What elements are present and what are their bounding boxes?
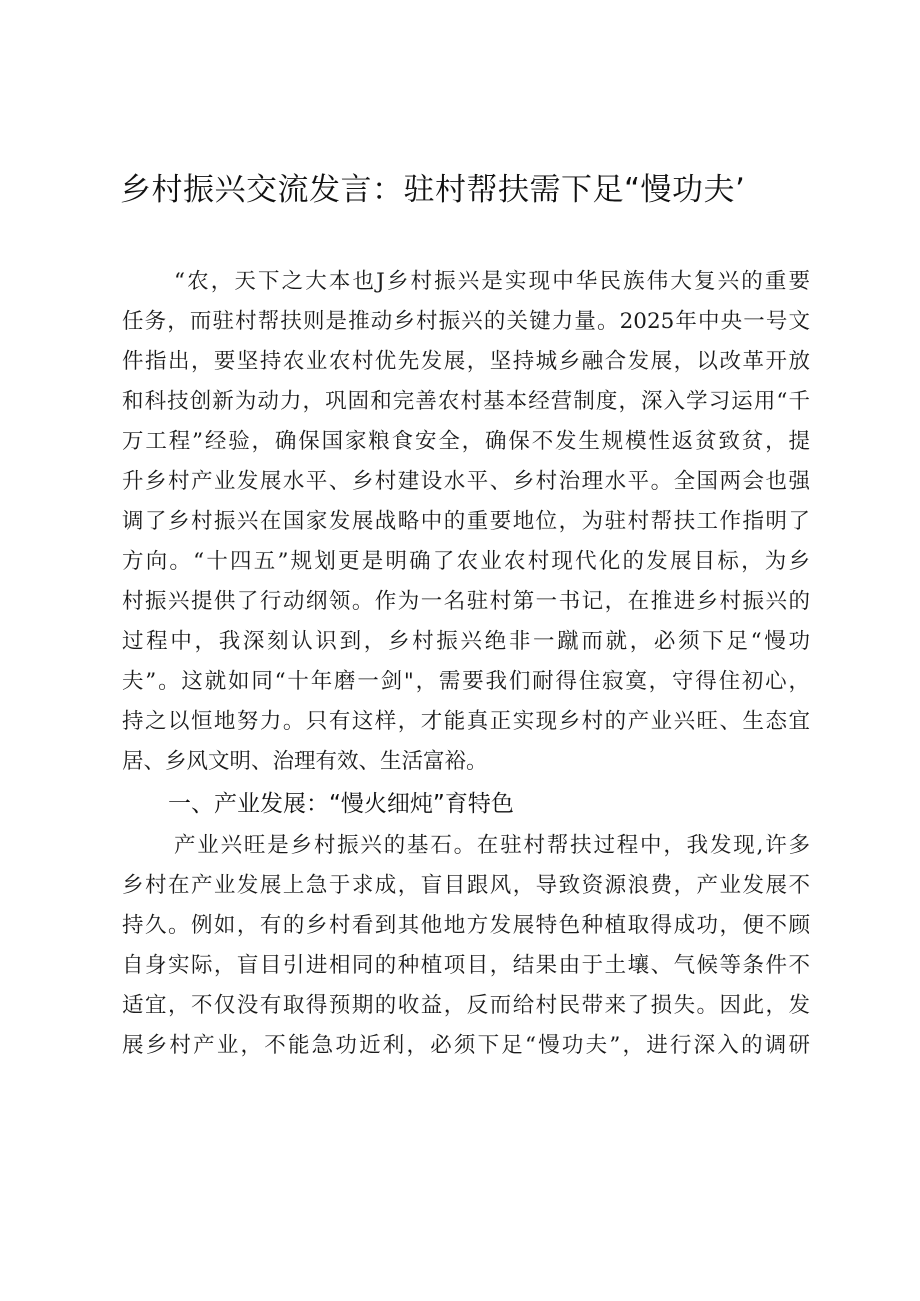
text-line: 任务，而驻村帮扶则是推动乡村振兴的关键力量。2025年中央一号文 (122, 309, 810, 334)
text-line: 村振兴提供了行动纲领。作为一名驻村第一书记，在推进乡村振兴的 (122, 589, 810, 614)
text-line: 夫”。这就如同“十年磨一剑"，需要我们耐得住寂寞，守得住初心， (122, 669, 810, 694)
text-line: 过程中，我深刻认识到，乡村振兴绝非一蹴而就，必须下足“慢功 (122, 629, 810, 654)
text-line: 方向。“十四五”规划更是明确了农业农村现代化的发展目标，为乡 (122, 549, 810, 574)
text-line: 持久。例如，有的乡村看到其他地方发展特色种植取得成功，便不顾 (122, 913, 810, 938)
intro-paragraph (122, 262, 810, 782)
industry-paragraph (122, 826, 810, 1066)
section-heading: 一、产业发展：“慢火细炖”育特色 (168, 791, 514, 817)
text-line: 调了乡村振兴在国家发展战略中的重要地位，为驻村帮扶工作指明了 (122, 509, 810, 534)
text-line: 展乡村产业，不能急功近利，必须下足“慢功夫”，进行深入的调研 (122, 1033, 810, 1058)
text-line: 产业兴旺是乡村振兴的基石。在驻村帮扶过程中，我发现,许多 (174, 833, 810, 858)
text-line: 适宜，不仅没有取得预期的收益，反而给村民带来了损失。因此，发 (122, 993, 810, 1018)
document-body (122, 262, 810, 1066)
document-title: 乡村振兴交流发言：驻村帮扶需下足“慢功夫’ (120, 172, 746, 208)
text-line: 和科技创新为动力，巩固和完善农村基本经营制度，深入学习运用“千 (122, 389, 810, 414)
text-line: 居、乡风文明、治理有效、生活富裕。 (122, 749, 488, 774)
text-line: 万工程”经验，确保国家粮食安全，确保不发生规模性返贫致贫，提 (122, 429, 810, 454)
text-line: 持之以恒地努力。只有这样，才能真正实现乡村的产业兴旺、生态宜 (122, 709, 810, 734)
text-line: 自身实际，盲目引进相同的种植项目，结果由于土壤、气候等条件不 (122, 953, 810, 978)
text-line: “农，天下之大本也J乡村振兴是实现中华民族伟大复兴的重要 (174, 269, 810, 294)
text-line: 升乡村产业发展水平、乡村建设水平、乡村治理水平。全国两会也强 (122, 469, 810, 494)
text-line: 乡村在产业发展上急于求成，盲目跟风，导致资源浪费，产业发展不 (122, 873, 810, 898)
text-line: 件指出，要坚持农业农村优先发展，坚持城乡融合发展，以改革开放 (122, 349, 810, 374)
